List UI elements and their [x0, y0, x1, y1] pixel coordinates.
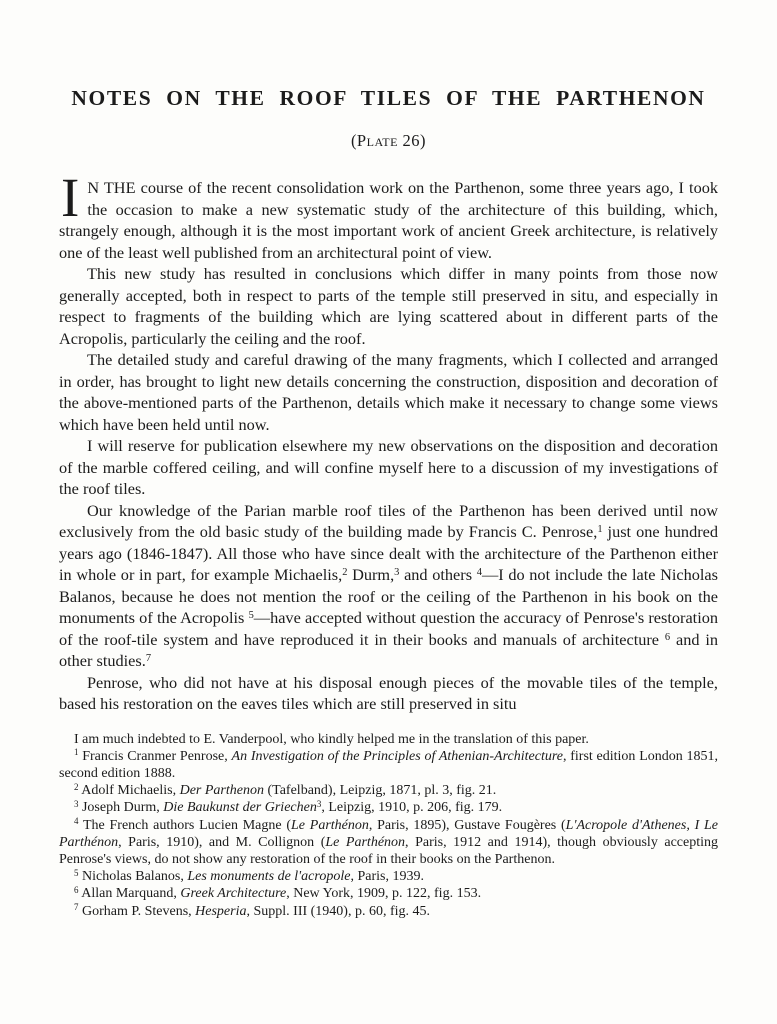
drop-cap: I — [61, 167, 80, 228]
body-paragraph-1 — [59, 167, 718, 263]
footnote-4: $^4$ The French authors Lucien Magne (Le Parthénon, Paris, 1895), Gustave Fougères (L'Acropole d'Athenes, I Le Parthénon, Paris, 1910), and M. Collignon (Le Parthénon, Paris, 1912 and 1914), though obviously accepting Penrose's views, do not show any restoration of the roof in their books on the Parthenon. — [59, 816, 718, 867]
footnote-7: $^7$ Gorham P. Stevens, Hesperia, Suppl. III (1940), p. 60, fig. 45. — [74, 902, 431, 919]
footnotes-section — [59, 731, 718, 920]
plate-reference: (Plate 26) — [350, 131, 427, 150]
body-paragraph-6: Penrose, who did not have at his disposal enough pieces of the movable tiles of the temple, based his restoration on the eaves tiles which are still preserved in situ — [59, 672, 718, 713]
article-body — [59, 167, 719, 715]
footnote-6: $^6$ Allan Marquand, Greek Architecture, New York, 1909, p. 122, fig. 153. — [74, 885, 482, 902]
body-paragraph-2: This new study has resulted in conclusions which differ in many points from those now generally accepted, both in respect to parts of the temple still preserved in situ, and especially in respect to fragments of the building which are lying scattered about in different parts of the Acropolis, particularly the ceiling and the roof. — [59, 264, 718, 348]
page-title: NOTES ON THE ROOF TILES OF THE PARTHENON — [71, 86, 706, 110]
body-paragraph-4: I will reserve for publication elsewhere my new observations on the disposition and decoration of the marble coffered ceiling, and will confine myself here to a discussion of my investigations of the roof tiles. — [59, 436, 718, 498]
body-paragraph-3: The detailed study and careful drawing of the many fragments, which I collected and arranged in order, has brought to light new details concerning the construction, disposition and decoration of the above-mentioned parts of the Parthenon, details which make it necessary to change some views which have been held until now. — [59, 350, 718, 434]
footnote-acknowledgment: I am much indebted to E. Vanderpool, who kindly helped me in the translation of this paper. — [74, 731, 589, 747]
footnote-3: $^3$ Joseph Durm, Die Baukunst der Griechen$^3$, Leipzig, 1910, p. 206, fig. 179. — [74, 799, 503, 816]
body-paragraph-5: Our knowledge of the Parian marble roof tiles of the Parthenon has been derived until now exclusively from the old basic study of the building made by Francis C. Penrose,$^1$ just one hundred years ago (1846-1847). All those who have since dealt with the architecture of the Parthenon either in whole or in part, for example Michaelis,$^2$ Durm,$^3$ and others $^4$—I do not include the late Nicholas Balanos, because he does not mention the roof or the ceiling of the Parthenon in his book on the monuments of the Acropolis $^5$—have accepted without question the accuracy of Penrose's restoration of the roof-tile system and have reproduced it in their books and manuals of architecture $^6$ and in other studies.$^7$ — [59, 500, 719, 670]
footnote-2: $^2$ Adolf Michaelis, Der Parthenon (Tafelband), Leipzig, 1871, pl. 3, fig. 21. — [74, 781, 497, 799]
footnote-5: $^5$ Nicholas Balanos, Les monuments de l'acropole, Paris, 1939. — [74, 867, 424, 885]
footnote-1: $^1$ Francis Cranmer Penrose, An Investigation of the Principles of Athenian-Architecture, first edition London 1851, second edition 1888. — [59, 747, 718, 781]
body-paragraph-1-text: N THE course of the recent consolidation work on the Parthenon, some three years ago, I took the occasion to make a new systematic study of the architecture of this building, which, strangely enough, although it is the most important work of ancient Greek architecture, is relatively one of the least well published from an architectural point of view. — [59, 178, 718, 262]
